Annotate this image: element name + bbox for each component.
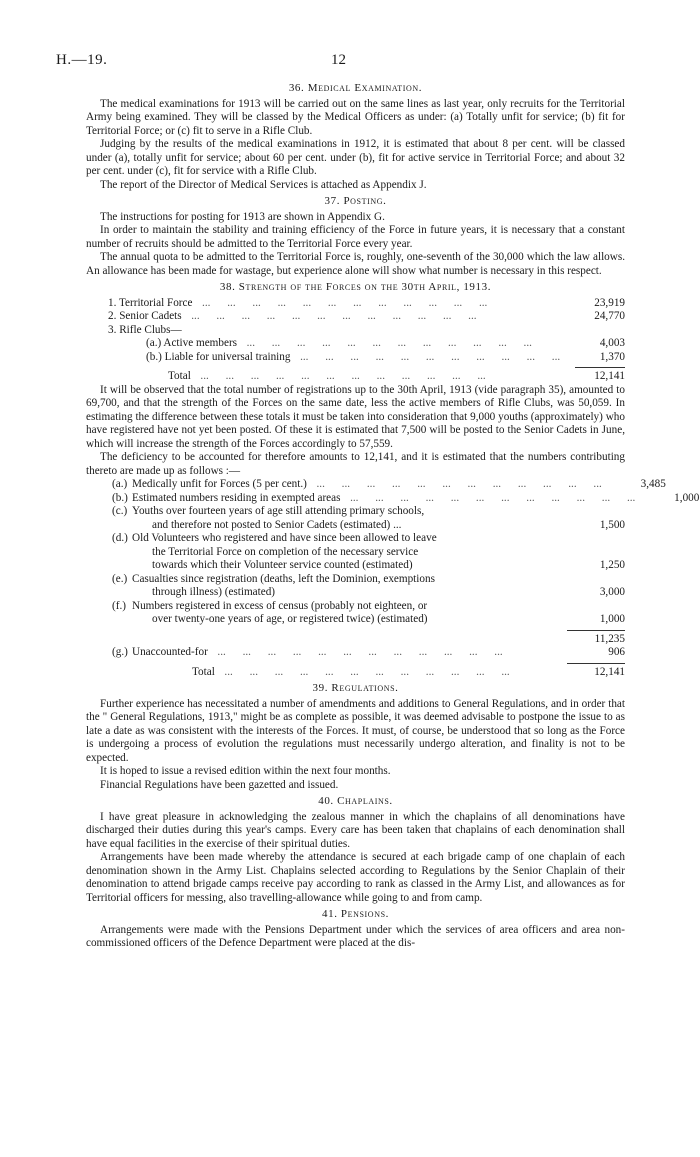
table-row: (a.) Medically unfit for Forces (5 per cent.) ... 3,485 [112,478,625,492]
section-title: 38. Strength of the Forces on the 30th April, 1913. [219,281,492,293]
section-37 [86,195,625,278]
section-title: 36. Medical Examination. [288,82,423,94]
table-row: (e.) Casualties since registration (deaths, left the Dominion, exemptions through illness) (estimated) 3,000 [112,572,625,598]
section-38 [86,281,700,679]
table-row: 3. Rifle Clubs— [108,323,182,336]
section-40 [86,795,625,905]
deficiency-table [86,478,700,679]
divider [567,630,625,631]
section-title: 37. Posting. [324,195,387,207]
paragraph: The deficiency to be accounted for therefore amounts to 12,141, and it is estimated that the numbers contributing thereto are made up as follows :— [86,451,625,477]
section-title: 39. Regulations. [312,682,399,694]
document-body [86,82,700,951]
paragraph: Judging by the results of the medical examinations in 1912, it is estimated that about 8 per cent. will be classed under (a), totally unfit for service; about 60 per cent. under (b), fit for active service in Territorial Force; and about 32 per cent. under (c), fit for service with a Rifle Club. [86,138,625,177]
section-39 [86,682,625,792]
table-row: (a.) Active members ... 4,003 [108,337,625,351]
table-row: (b.) Liable for universal training ... 1,370 [108,351,625,365]
paragraph: It is hoped to issue a revised edition within the next four months. [100,765,391,777]
paragraph: Arrangements have been made whereby the attendance is secured at each brigade camp of one chaplain of each denomination shown in the Army List. Chaplains selected according to Regulations by the Senior Chaplain of their denomination to attend brigade camps receive pay according to rank as classed in the Army List, and allowances as for Territorial officers for messing, also travelling-allowance while going to and from camp. [86,851,625,904]
paragraph: Further experience has necessitated a number of amendments and additions to General Regulations, and in order that the " General Regulations, 1913," might be as complete as possible, it was deemed advisable to postpone the issue to as late a date as was consistent with the interests of the Forces. It must, of course, be understood that so long as the Force is undergoing a process of evolution the regulations must necessarily undergo alteration, and finality is not to be expected. [86,697,625,764]
paragraph: Arrangements were made with the Pensions Department under which the services of area officers and area non-commissioned officers of the Defence Department were placed at the dis- [86,923,625,949]
table-row: (f.) Numbers registered in excess of census (probably not eighteen, or over twenty-one years of age, or registered twice) (estimated) 1,000 [112,599,625,625]
section-41 [86,908,625,951]
table-row: (d.) Old Volunteers who registered and have since been allowed to leave the Territorial Force on completion of the necessary service towards which their Volunteer service counted (estimated) 1,250 [112,532,625,571]
paragraph: The report of the Director of Medical Services is attached as Appendix J. [100,178,427,191]
total-row: Total ... 12,141 [112,666,625,680]
strength-table [86,297,625,384]
section-title: 41. Pensions. [322,908,389,920]
table-row: 2. Senior Cadets ... 24,770 [108,310,625,324]
subtotal-row: 11,235 [594,632,625,645]
paragraph: In order to maintain the stability and training efficiency of the Force in future years, it is necessary that a constant number of recruits should be admitted to the Territorial Force every year. [86,224,625,250]
table-row: (g.) Unaccounted-for ... 906 [112,646,625,660]
total-row: Total ... 12,141 [108,370,625,384]
divider [575,367,625,368]
table-row: (c.) Youths over fourteen years of age still attending primary schools, and therefore not posted to Senior Cadets (estimated) ... 1,500 [112,505,625,531]
section-36 [86,82,625,192]
paragraph: The annual quota to be admitted to the Territorial Force is, roughly, one-seventh of the 30,000 which the law allows. An allowance has been made for wastage, but experience alone will show what number is necessary in this respect. [86,251,625,277]
paragraph: It will be observed that the total number of registrations up to the 30th April, 1913 (vide paragraph 35), amounted to 69,700, and that the strength of the Forces on the same date, less the active members of Rifle Clubs, was 50,059. In estimating the difference between these totals it must be taken into consideration that 9,000 youths (approximately) who have registered have not yet been posted. Of these it is estimated that 7,500 will be posted to the Senior Cadets in June, which will increase the strength of the Forces accordingly to 57,559. [86,383,625,450]
table-row: (b.) Estimated numbers residing in exempted areas ... 1,000 [112,492,625,506]
document-reference: H.—19. [56,52,108,68]
page-number: 12 [331,52,346,68]
paragraph: I have great pleasure in acknowledging the zealous manner in which the chaplains of all denominations have discharged their duties during this year's camps. Every care has been taken that chaplains of each denomination shall have equal facilities in the exercise of their spiritual duties. [86,810,625,850]
section-title: 40. Chaplains. [318,795,393,807]
paragraph: Financial Regulations have been gazetted and issued. [100,778,339,791]
table-row: 1. Territorial Force ... 23,919 [108,297,625,311]
divider [567,663,625,664]
paragraph: The medical examinations for 1913 will be carried out on the same lines as last year, only recruits for the Territorial Army being examined. They will be classed by the Medical Officers as under: (a) Totally unfit for service; (b) fit for Territorial Force; or (c) fit to serve in a Rifle Club. [86,97,625,137]
paragraph: The instructions for posting for 1913 are shown in Appendix G. [100,210,385,223]
